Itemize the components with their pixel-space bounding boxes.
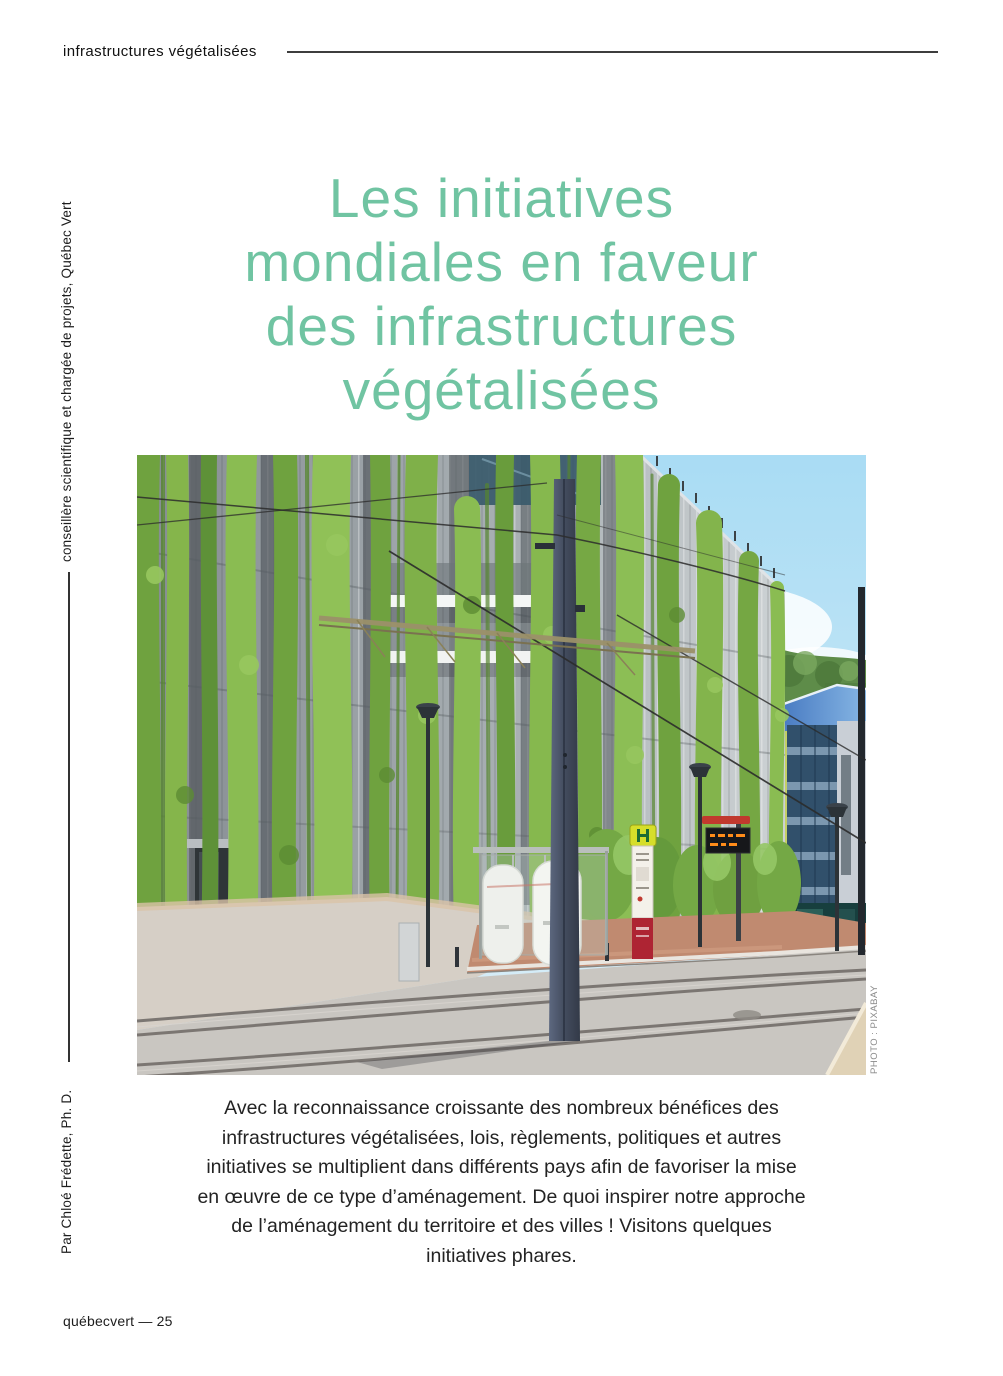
manhole bbox=[733, 1010, 761, 1020]
section-kicker: infrastructures végétalisées bbox=[63, 43, 257, 60]
bus-shelter bbox=[473, 847, 609, 965]
intro-line: Avec la reconnaissance croissante des nombreux bénéfices des bbox=[224, 1097, 779, 1119]
utility-box bbox=[399, 923, 419, 981]
intro-line: en œuvre de ce type d’aménagement. De quoi inspirer notre approche bbox=[197, 1185, 806, 1208]
photo-credit: PHOTO : PIXABAY bbox=[869, 985, 880, 1074]
byline-role: conseillère scientifique et chargée de projets, Québec Vert bbox=[59, 201, 74, 562]
intro-line: initiatives se multiplient dans différents pays afin de favoriser la mise bbox=[206, 1156, 797, 1178]
byline-author: Par Chloé Frédette, Ph. D. bbox=[59, 1089, 74, 1254]
byline-rule bbox=[68, 572, 70, 1062]
title-line-1: Les initiatives bbox=[328, 167, 675, 229]
edge-pole bbox=[858, 587, 865, 955]
title-line-3: des infrastructures bbox=[265, 295, 738, 357]
title-line-2: mondiales en faveur bbox=[244, 231, 759, 293]
intro-paragraph bbox=[0, 1094, 1003, 1271]
intro-line: infrastructures végétalisées, lois, règlements, politiques et autres bbox=[221, 1126, 782, 1149]
bus-stop-sign bbox=[630, 825, 656, 959]
red-sign-base bbox=[632, 918, 653, 959]
page-footer: québecvert — 25 bbox=[63, 1313, 173, 1329]
bollard bbox=[455, 947, 459, 967]
hero-photo bbox=[137, 455, 866, 1075]
title-line-4: végétalisées bbox=[342, 359, 661, 421]
page-title bbox=[0, 166, 1003, 422]
kicker-rule bbox=[287, 51, 938, 53]
intro-line: de l’aménagement du territoire et des villes ! Visitons quelques bbox=[231, 1215, 772, 1237]
intro-line: initiatives phares. bbox=[426, 1244, 577, 1267]
